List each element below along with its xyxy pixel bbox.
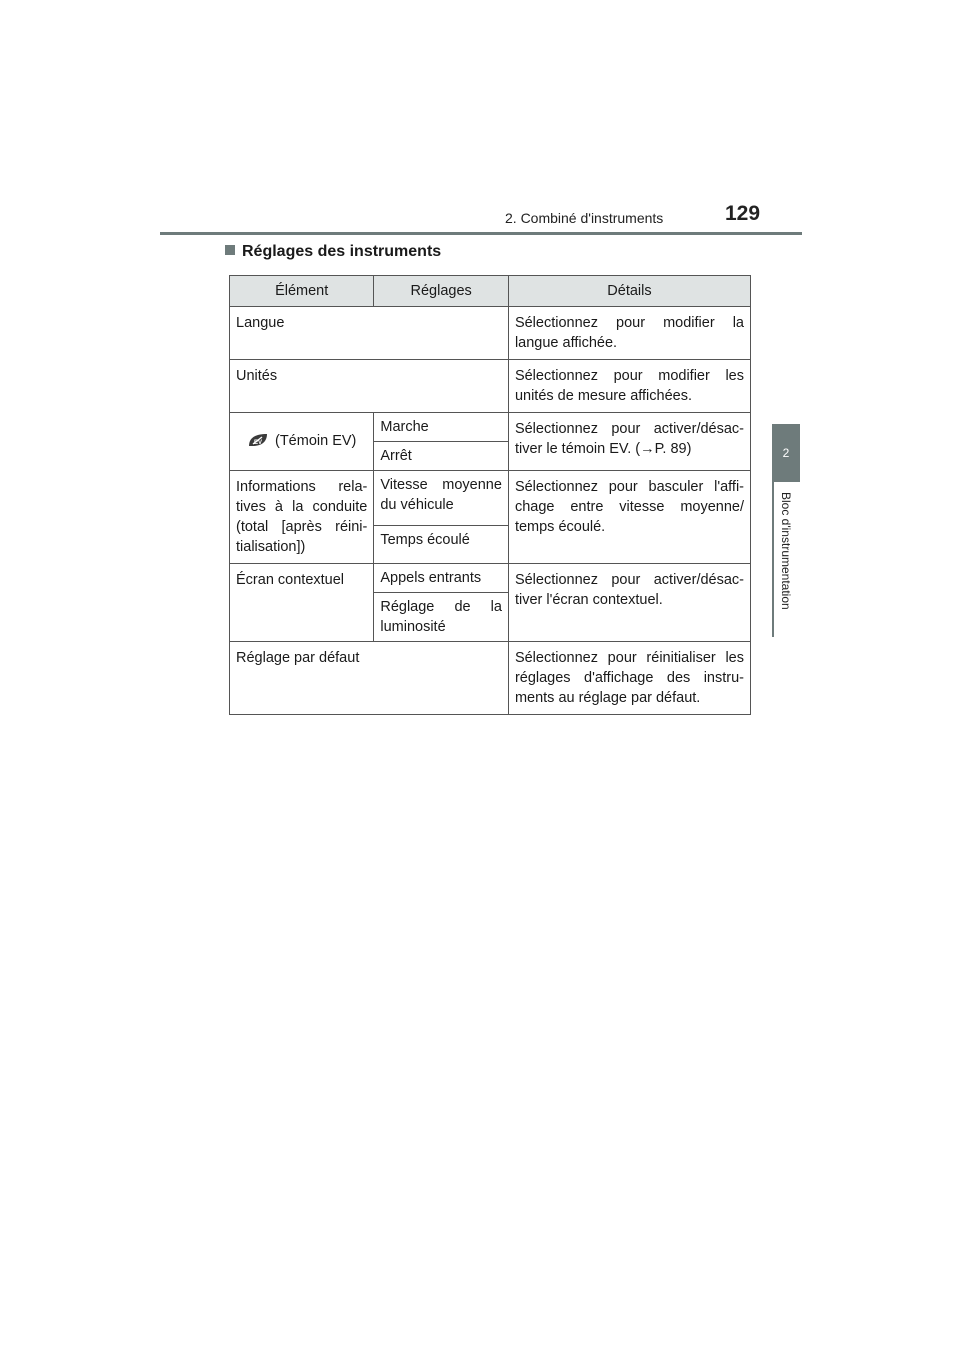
header-cell-details: Détails	[508, 276, 750, 307]
page-header	[160, 200, 802, 236]
table-header-row	[230, 276, 751, 307]
chapter-title: 2. Combiné d'instruments	[505, 210, 664, 226]
table-row	[230, 471, 751, 526]
table-row	[230, 413, 751, 442]
ev-indicator-icon	[247, 432, 269, 448]
details-cell: Sélectionnez pour activer/désac-tiver l'écran contextuel.	[508, 564, 750, 642]
header-rule	[160, 232, 802, 235]
table-row	[230, 642, 751, 715]
setting-cell: Marche	[374, 413, 509, 442]
item-cell: Écran contextuel	[230, 564, 374, 642]
setting-cell: Réglage de la luminosité	[374, 593, 509, 642]
section-title-text: Réglages des instruments	[242, 243, 442, 260]
setting-cell: Appels entrants	[374, 564, 509, 593]
setting-cell: Arrêt	[374, 442, 509, 471]
item-cell: Unités	[230, 360, 509, 413]
page-number: 129	[725, 202, 761, 225]
svg-text:EV: EV	[253, 440, 262, 446]
table-row	[230, 360, 751, 413]
table-row	[230, 307, 751, 360]
setting-cell: Temps écoulé	[374, 526, 509, 564]
item-cell	[230, 413, 374, 471]
details-cell: Sélectionnez pour activer/désac-tiver le témoin EV. (→P. 89)	[508, 413, 750, 471]
header-cell-element: Élément	[230, 276, 374, 307]
setting-cell: Vitesse moyenne du véhicule	[374, 471, 509, 526]
item-cell: Informations rela-tives à la conduite (total [après réini-tialisation])	[230, 471, 374, 564]
details-cell: Sélectionnez pour modifier la langue affichée.	[508, 307, 750, 360]
details-cell: Sélectionnez pour basculer l'affi-chage entre vitesse moyenne/ temps écoulé.	[508, 471, 750, 564]
section-title	[225, 243, 441, 261]
table-row	[230, 564, 751, 593]
settings-table	[229, 275, 751, 715]
chapter-tab-line	[772, 482, 774, 637]
item-cell: Réglage par défaut	[230, 642, 509, 715]
item-text: (Témoin EV)	[274, 433, 357, 449]
details-cell: Sélectionnez pour modifier les unités de mesure affichées.	[508, 360, 750, 413]
details-cell: Sélectionnez pour réinitialiser les réglages d'affichage des instru-ments au réglage par défaut.	[508, 642, 750, 715]
chapter-tab: 2	[772, 424, 800, 482]
header-cell-settings: Réglages	[374, 276, 509, 307]
chapter-tab-label: Bloc d'instrumentation	[779, 492, 793, 610]
item-cell: Langue	[230, 307, 509, 360]
section-bullet-icon	[225, 245, 235, 255]
